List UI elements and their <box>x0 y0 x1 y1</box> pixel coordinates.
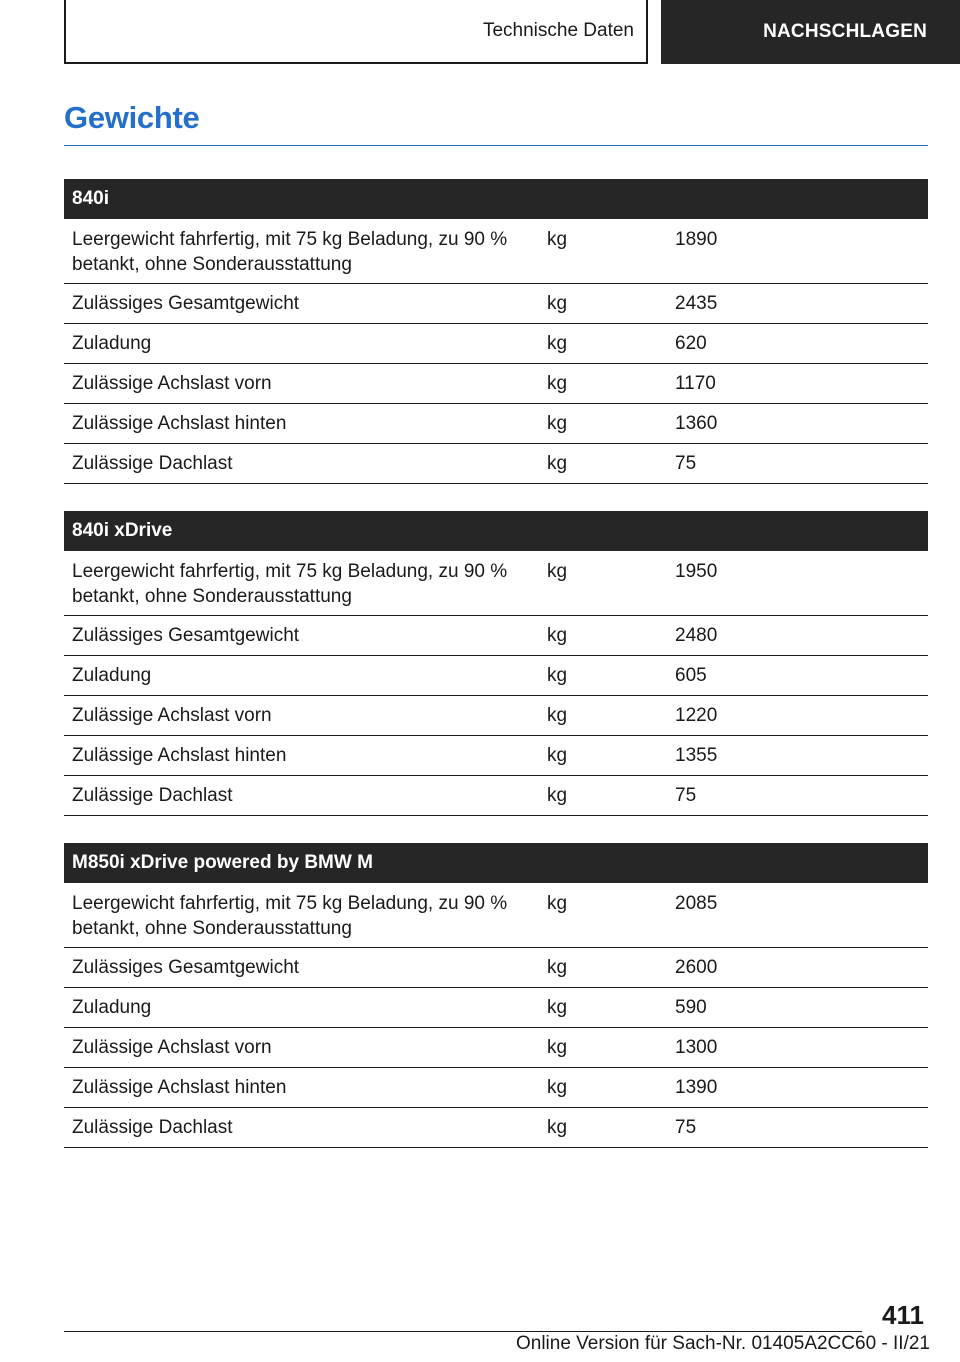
row-value: 75 <box>675 1117 697 1138</box>
row-unit: kg <box>547 453 568 474</box>
row-unit: kg <box>547 1077 568 1098</box>
row-value: 620 <box>675 333 707 354</box>
row-label: Leergewicht fahrfertig, mit 75 kg Beladung, zu 90 % betankt, ohne Sonderausstattung <box>72 893 508 939</box>
row-value: 2480 <box>675 625 718 646</box>
row-value: 1360 <box>675 413 718 434</box>
row-unit: kg <box>547 625 568 646</box>
row-value: 2085 <box>675 893 718 914</box>
table-row <box>64 404 928 444</box>
spec-table-heading: 840i xDrive <box>64 511 928 551</box>
table-row <box>64 1068 928 1108</box>
table-row <box>64 883 928 948</box>
title-divider <box>64 145 928 146</box>
footer-divider <box>64 1331 862 1332</box>
header-chapter-label: NACHSCHLAGEN <box>763 21 927 42</box>
spec-table <box>64 843 928 1148</box>
row-label: Zulässige Achslast hinten <box>72 1077 287 1098</box>
table-row <box>64 696 928 736</box>
row-unit: kg <box>547 373 568 394</box>
row-value: 75 <box>675 785 697 806</box>
row-unit: kg <box>547 333 568 354</box>
table-row <box>64 284 928 324</box>
row-label: Zulässige Dachlast <box>72 785 233 806</box>
row-label: Zulässiges Gesamtgewicht <box>72 625 300 646</box>
table-row <box>64 324 928 364</box>
row-value: 1950 <box>675 561 718 582</box>
row-value: 1390 <box>675 1077 718 1098</box>
row-unit: kg <box>547 997 568 1018</box>
footer-text: Online Version für Sach-Nr. 01405A2CC60 - II/21 <box>515 1333 930 1354</box>
row-unit: kg <box>547 665 568 686</box>
row-value: 1300 <box>675 1037 718 1058</box>
row-unit: kg <box>547 1117 568 1138</box>
table-row <box>64 776 928 816</box>
header-section-label: Technische Daten <box>482 20 634 41</box>
row-unit: kg <box>547 745 568 766</box>
row-unit: kg <box>547 1037 568 1058</box>
row-label: Zulässiges Gesamtgewicht <box>72 957 300 978</box>
row-label: Zulässige Achslast hinten <box>72 413 287 434</box>
row-value: 75 <box>675 453 697 474</box>
row-label: Zulässige Dachlast <box>72 1117 233 1138</box>
table-row <box>64 948 928 988</box>
row-value: 1170 <box>675 373 716 394</box>
table-row <box>64 616 928 656</box>
row-label: Zulässige Achslast vorn <box>72 373 272 394</box>
row-value: 2435 <box>675 293 718 314</box>
table-row <box>64 988 928 1028</box>
header-chapter-tab <box>661 0 960 64</box>
row-value: 1890 <box>675 229 718 250</box>
row-value: 590 <box>675 997 707 1018</box>
row-unit: kg <box>547 957 568 978</box>
table-row <box>64 1108 928 1148</box>
spec-table-heading: M850i xDrive powered by BMW M <box>64 843 928 883</box>
row-label: Zuladung <box>72 665 152 686</box>
row-label: Zulässige Achslast vorn <box>72 705 272 726</box>
row-label: Zulässige Achslast hinten <box>72 745 287 766</box>
row-value: 605 <box>675 665 707 686</box>
row-value: 1355 <box>675 745 718 766</box>
page-title: Gewichte <box>64 100 200 135</box>
row-value: 2600 <box>675 957 718 978</box>
row-label: Zuladung <box>72 333 152 354</box>
table-row <box>64 656 928 696</box>
row-label: Zuladung <box>72 997 152 1018</box>
row-unit: kg <box>547 293 568 314</box>
row-unit: kg <box>547 785 568 806</box>
row-label: Leergewicht fahrfertig, mit 75 kg Beladung, zu 90 % betankt, ohne Sonderausstattung <box>72 229 508 275</box>
row-label: Zulässige Dachlast <box>72 453 233 474</box>
row-unit: kg <box>547 413 568 434</box>
row-unit: kg <box>547 705 568 726</box>
spec-table <box>64 179 928 484</box>
row-label: Zulässige Achslast vorn <box>72 1037 272 1058</box>
row-value: 1220 <box>675 705 718 726</box>
spec-table-heading: 840i <box>64 179 928 219</box>
table-row <box>64 1028 928 1068</box>
row-unit: kg <box>547 893 568 914</box>
row-label: Leergewicht fahrfertig, mit 75 kg Beladung, zu 90 % betankt, ohne Sonderausstattung <box>72 561 508 607</box>
row-unit: kg <box>547 561 568 582</box>
row-unit: kg <box>547 229 568 250</box>
table-row <box>64 444 928 484</box>
table-row <box>64 736 928 776</box>
table-row <box>64 551 928 616</box>
table-row <box>64 219 928 284</box>
page-number: 411 <box>882 1300 924 1330</box>
spec-table <box>64 511 928 816</box>
header-section-box <box>64 0 648 64</box>
table-row <box>64 364 928 404</box>
row-label: Zulässiges Gesamtgewicht <box>72 293 300 314</box>
